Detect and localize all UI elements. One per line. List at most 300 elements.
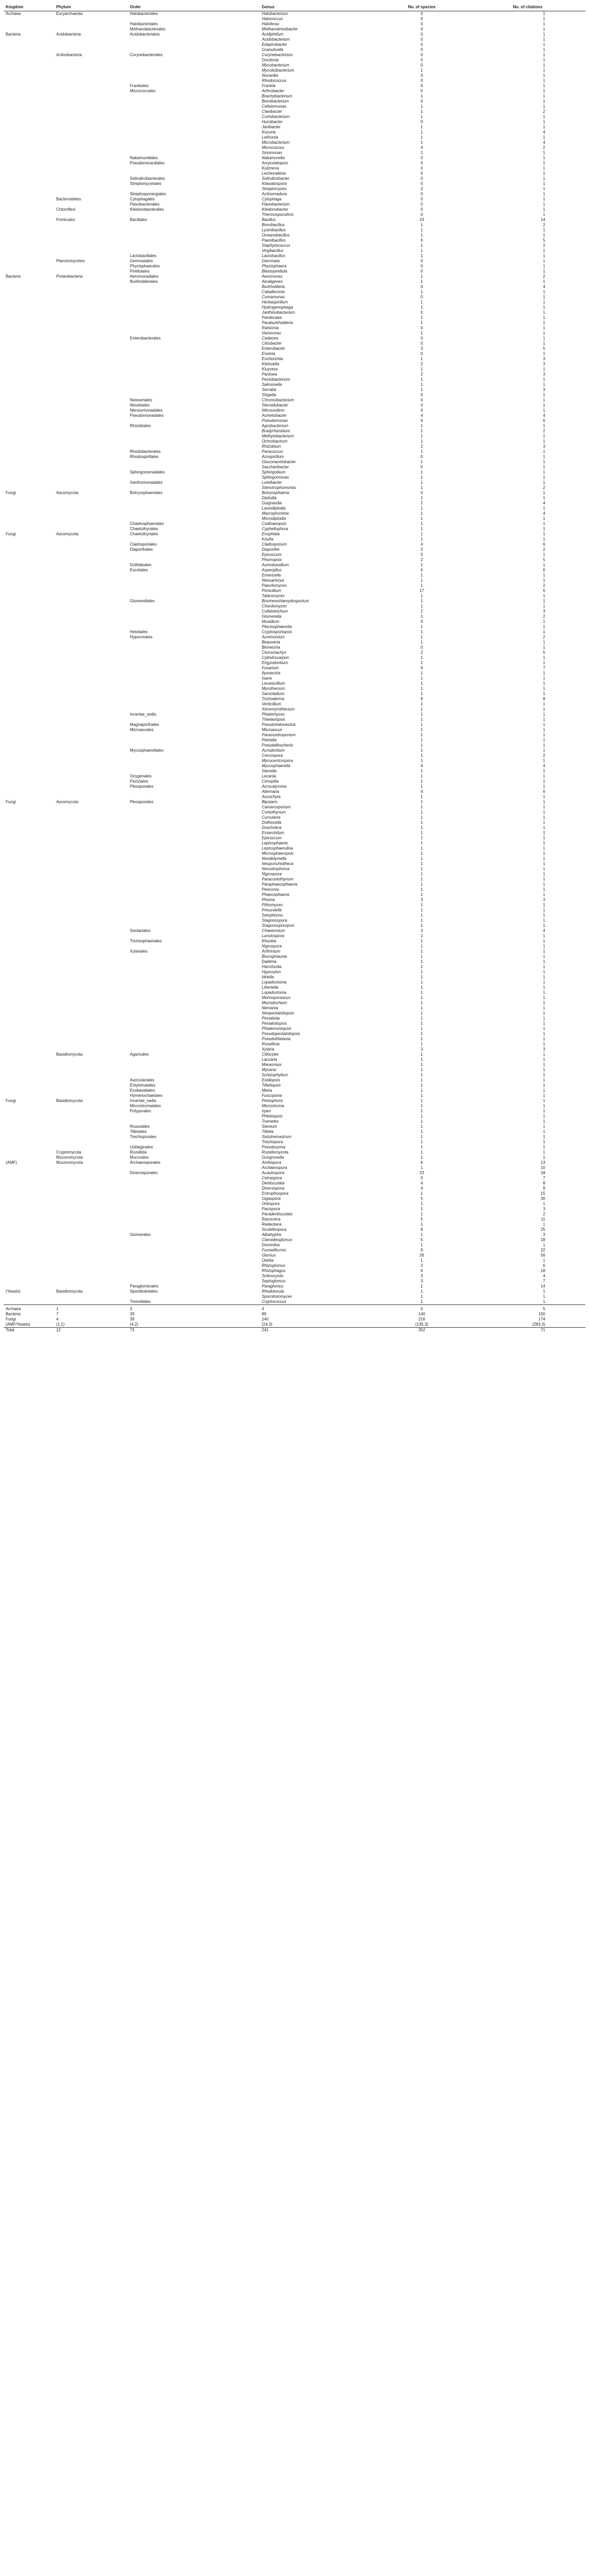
table-row — [4, 310, 585, 315]
species-count-cell: 1 — [420, 279, 423, 284]
phylum-cell — [54, 1186, 128, 1191]
phylum-cell — [54, 964, 128, 970]
citation-count-cell: 1 — [543, 408, 545, 413]
phylum-cell — [54, 1258, 128, 1263]
phylum-cell — [54, 1232, 128, 1238]
kingdom-cell — [4, 413, 54, 418]
table-row — [4, 156, 585, 161]
order-cell: Sordariales — [130, 928, 150, 933]
phylum-cell — [54, 1145, 128, 1150]
citation-count-cell: 1 — [543, 1073, 545, 1077]
genus-cell: Scutellospora — [262, 1227, 287, 1232]
table-row — [4, 975, 585, 980]
genus-cell: Exophiala — [262, 532, 280, 536]
species-count-cell: 1 — [420, 892, 423, 897]
kingdom-cell — [4, 588, 54, 594]
species-count-cell: 0 — [420, 99, 423, 104]
table-row — [4, 1279, 585, 1284]
kingdom-cell — [4, 1294, 54, 1299]
citation-count-cell: 1 — [543, 727, 545, 732]
genus-cell: Sinomonas — [262, 150, 282, 155]
kingdom-cell — [4, 429, 54, 434]
citation-count-cell: 1 — [543, 640, 545, 645]
table-row — [4, 284, 585, 290]
order-cell — [128, 944, 260, 949]
citation-count-cell: 3 — [543, 1232, 545, 1237]
species-count-cell: 1 — [420, 779, 423, 784]
citation-count-cell: 1 — [543, 259, 545, 263]
phylum-cell — [54, 413, 128, 418]
phylum-cell — [54, 542, 128, 547]
species-count-cell: 1 — [420, 1207, 423, 1211]
kingdom-cell: Total — [4, 1328, 54, 1333]
citation-count-cell: 1 — [543, 228, 545, 232]
phylum-cell — [54, 686, 128, 691]
phylum-cell — [54, 377, 128, 382]
genus-cell: Stenotrophomonas — [262, 485, 296, 490]
table-row — [4, 1248, 585, 1253]
table-row — [4, 1124, 585, 1129]
order-cell — [128, 954, 260, 959]
kingdom-cell — [4, 810, 54, 815]
table-row — [4, 377, 585, 382]
genus-cell: Klebsiella — [262, 362, 279, 366]
table-row — [4, 398, 585, 403]
order-cell: Streptomycetales — [130, 181, 161, 186]
order-cell — [128, 1294, 260, 1299]
species-count-cell: 1 — [420, 702, 423, 706]
kingdom-cell — [4, 434, 54, 439]
kingdom-cell — [4, 738, 54, 743]
table-row — [4, 800, 585, 805]
table-row — [4, 882, 585, 887]
genus-cell: Trametes — [262, 1119, 279, 1124]
citation-count-cell: 8 — [543, 697, 545, 701]
species-count-cell: 9 — [420, 1248, 423, 1252]
table-row — [4, 1263, 585, 1268]
phylum-cell — [54, 1114, 128, 1119]
order-cell — [128, 846, 260, 851]
order-cell — [128, 429, 260, 434]
table-row — [4, 831, 585, 836]
summary-row — [4, 1328, 585, 1333]
citation-count-cell: 2 — [543, 614, 545, 619]
genus-cell: Cedecea — [262, 336, 278, 341]
kingdom-cell — [4, 542, 54, 547]
genus-cell: Bradyrhizobium — [262, 429, 290, 433]
phylum-cell — [54, 279, 128, 284]
genus-cell: Gemmata — [262, 259, 280, 263]
order-cell: Micrococcales — [130, 89, 156, 93]
genus-cell: Acrodontium — [262, 748, 285, 753]
phylum-cell — [54, 588, 128, 594]
species-count-cell: 1 — [420, 470, 423, 474]
table-body — [4, 11, 585, 1305]
phylum-cell — [54, 722, 128, 727]
phylum-cell — [54, 192, 128, 197]
genus-cell: Mycocentrospora — [262, 758, 293, 763]
table-row — [4, 367, 585, 372]
order-cell: Exobasidiales — [130, 1088, 155, 1093]
genus-cell: Claroideoglomus — [262, 1238, 293, 1242]
citation-count-cell: 1 — [543, 207, 545, 212]
kingdom-cell — [4, 779, 54, 784]
citation-count-cell: 7 — [543, 1176, 545, 1180]
order-cell — [128, 887, 260, 892]
order-cell — [128, 1042, 260, 1047]
table-row — [4, 480, 585, 485]
summary-row — [4, 1317, 585, 1322]
kingdom-cell — [4, 897, 54, 903]
genus-cell: Paradentiscutata — [262, 1212, 293, 1216]
citation-count-cell: 1 — [543, 619, 545, 624]
table-row — [4, 660, 585, 666]
genus-cell: Pectobacterium — [262, 377, 290, 382]
table-row — [4, 825, 585, 831]
kingdom-cell — [4, 16, 54, 22]
citation-count-cell: 5 — [543, 238, 545, 243]
order-cell — [128, 903, 260, 908]
table-row — [4, 223, 585, 228]
order-cell: Enterobacterales — [130, 336, 161, 341]
genus-cell: Kutzneria — [262, 166, 279, 171]
kingdom-cell — [4, 599, 54, 604]
kingdom-cell — [4, 980, 54, 985]
table-row — [4, 114, 585, 120]
table-row — [4, 908, 585, 913]
phylum-cell: Bacteroidetes — [56, 197, 81, 201]
order-cell — [128, 506, 260, 511]
phylum-cell — [54, 702, 128, 707]
phylum-cell — [54, 691, 128, 697]
citation-count-cell: 1 — [543, 42, 545, 47]
order-cell — [128, 594, 260, 599]
order-cell — [128, 1253, 260, 1258]
citation-count-cell: 1 — [543, 1124, 545, 1129]
table-row — [4, 130, 585, 135]
kingdom-cell — [4, 1042, 54, 1047]
order-cell — [128, 248, 260, 253]
species-count-cell: 1 — [420, 959, 423, 964]
phylum-cell — [54, 73, 128, 78]
order-cell: Nevskiales — [130, 403, 150, 408]
kingdom-cell: Bacteria — [6, 274, 21, 279]
citation-count-cell: 1 — [543, 315, 545, 320]
kingdom-cell — [4, 1047, 54, 1052]
citation-count-cell: 174 — [538, 1317, 545, 1321]
kingdom-cell: Fungi — [6, 1317, 16, 1321]
kingdom-cell — [4, 248, 54, 253]
species-count-cell: 1 — [420, 599, 423, 603]
phylum-cell — [54, 47, 128, 53]
phylum-cell — [54, 727, 128, 733]
table-row — [4, 274, 585, 279]
order-cell — [128, 393, 260, 398]
species-count-cell: 1 — [420, 516, 423, 521]
citation-count-cell: 1 — [543, 1289, 545, 1294]
genus-cell: Caballeronia — [262, 290, 285, 294]
genus-cell: Microascus — [262, 727, 282, 732]
phylum-cell — [54, 475, 128, 480]
order-cell — [128, 588, 260, 594]
table-row — [4, 666, 585, 671]
citation-count-cell: 1 — [543, 836, 545, 840]
citation-count-cell: 1 — [543, 192, 545, 196]
table-row — [4, 120, 585, 125]
phylum-cell — [54, 315, 128, 320]
species-count-cell: 1 — [420, 387, 423, 392]
order-cell — [128, 1057, 260, 1062]
order-cell: Pseudonocardiales — [130, 161, 165, 165]
kingdom-cell — [4, 676, 54, 681]
kingdom-cell — [4, 83, 54, 89]
genus-cell: Pseudohalonectria — [262, 722, 296, 727]
genus-cell: Corynebacterium — [262, 53, 293, 57]
table-row — [4, 1207, 585, 1212]
table-row — [4, 527, 585, 532]
kingdom-cell — [4, 985, 54, 990]
genus-cell: Laccaria — [262, 1057, 277, 1062]
phylum-cell — [54, 439, 128, 444]
kingdom-cell — [4, 1104, 54, 1109]
table-row — [4, 1052, 585, 1057]
genus-cell: Gluconacetobacter — [262, 460, 296, 464]
table-row — [4, 1268, 585, 1274]
phylum-cell — [54, 980, 128, 985]
order-cell — [128, 212, 260, 217]
table-row — [4, 867, 585, 872]
header-kingdom: Kingdom — [4, 3, 54, 11]
genus-cell: Biscogniauxia — [262, 954, 287, 959]
genus-cell: Leptosphaeria — [262, 841, 288, 845]
order-cell — [128, 681, 260, 686]
order-cell — [128, 387, 260, 393]
table-row — [4, 475, 585, 480]
order-cell: Sporidiobolales — [130, 1289, 158, 1294]
table-row — [4, 336, 585, 341]
kingdom-cell — [4, 831, 54, 836]
species-count-cell: 0 — [420, 58, 423, 62]
order-cell — [128, 1201, 260, 1207]
kingdom-cell — [4, 496, 54, 501]
citation-count-cell: 1 — [543, 1083, 545, 1088]
kingdom-cell — [4, 964, 54, 970]
kingdom-cell — [4, 284, 54, 290]
order-cell — [128, 1217, 260, 1222]
species-count-cell: 1 — [420, 439, 423, 444]
order-cell: Incertae_sedis — [130, 712, 157, 717]
kingdom-cell — [4, 341, 54, 346]
phylum-cell — [54, 269, 128, 274]
table-row — [4, 630, 585, 635]
table-row — [4, 702, 585, 707]
phylum-cell — [54, 1284, 128, 1289]
phylum-cell — [54, 789, 128, 794]
table-row — [4, 1181, 585, 1186]
species-count-cell: 1 — [420, 954, 423, 959]
phylum-cell — [54, 583, 128, 588]
citation-count-cell: 1 — [543, 1129, 545, 1134]
species-count-cell: 1 — [420, 743, 423, 748]
kingdom-cell — [4, 264, 54, 269]
citation-count-cell: 1 — [543, 980, 545, 985]
table-row — [4, 769, 585, 774]
species-count-cell: 1 — [420, 1145, 423, 1149]
species-count-cell: 1 — [420, 434, 423, 438]
citation-count-cell: 25 — [541, 1227, 545, 1232]
species-count-cell: 4 — [420, 764, 423, 768]
genus-cell: Hansfordia — [262, 964, 282, 969]
species-count-cell: 1 — [420, 722, 423, 727]
species-count-cell: 1 — [420, 1191, 423, 1196]
kingdom-cell — [4, 774, 54, 779]
table-row — [4, 681, 585, 686]
genus-cell: Plectosphaerella — [262, 624, 292, 629]
genus-cell: Exserohilum — [262, 831, 284, 835]
kingdom-cell — [4, 253, 54, 259]
genus-cell: 4 — [260, 1305, 374, 1312]
genus-cell: Lysinibacillus — [262, 228, 286, 232]
species-count-cell: 1 — [420, 1124, 423, 1129]
kingdom-cell — [4, 789, 54, 794]
order-cell — [128, 758, 260, 764]
order-cell — [128, 485, 260, 490]
phylum-cell — [54, 521, 128, 527]
order-cell: Polyporales — [130, 1109, 152, 1113]
genus-cell: Brevibacterium — [262, 99, 289, 104]
phylum-cell — [54, 295, 128, 300]
table-row — [4, 990, 585, 995]
order-cell: Entylomatales — [130, 1083, 156, 1088]
species-count-cell: 1 — [420, 918, 423, 923]
genus-cell: Microdochium — [262, 1001, 288, 1005]
citation-count-cell: 1 — [543, 691, 545, 696]
genus-cell: Aeromonas — [262, 274, 283, 279]
phylum-cell — [54, 1134, 128, 1140]
genus-cell: Curtobacterium — [262, 114, 290, 119]
species-count-cell: 0 — [420, 120, 423, 124]
genus-cell: Paraphaeosphaeria — [262, 882, 297, 887]
citation-count-cell: 4 — [543, 511, 545, 516]
species-count-cell: 1 — [420, 805, 423, 809]
citation-count-cell: 1 — [543, 341, 545, 346]
citation-count-cell: 1 — [543, 37, 545, 42]
table-row — [4, 624, 585, 630]
species-count-cell: 1 — [420, 815, 423, 820]
genus-cell: Steroidobacter — [262, 403, 289, 408]
genus-cell: Solirubrobacter — [262, 176, 290, 181]
phylum-cell — [54, 1047, 128, 1052]
order-cell: Xylariales — [130, 949, 148, 954]
table-row — [4, 264, 585, 269]
genus-cell: Ochrobactrum — [262, 439, 288, 444]
phylum-cell — [54, 496, 128, 501]
table-row — [4, 784, 585, 789]
genus-cell: Nitrosovibrio — [262, 408, 284, 413]
table-row — [4, 774, 585, 779]
citation-count-cell: 1 — [543, 135, 545, 140]
species-count-cell: 1 — [420, 135, 423, 140]
table-row — [4, 73, 585, 78]
table-row — [4, 810, 585, 815]
citation-count-cell: 1 — [543, 279, 545, 284]
citation-count-cell: 1 — [543, 676, 545, 681]
species-count-cell: 0 — [420, 78, 423, 83]
genus-cell: Periconia — [262, 887, 279, 892]
order-cell — [128, 995, 260, 1001]
order-cell: Xanthomonadales — [130, 480, 163, 485]
phylum-cell — [54, 846, 128, 851]
kingdom-cell — [4, 1186, 54, 1191]
phylum-cell — [54, 903, 128, 908]
genus-cell: Marasmius — [262, 1062, 282, 1067]
order-cell — [128, 980, 260, 985]
order-cell — [128, 310, 260, 315]
order-cell — [128, 851, 260, 856]
phylum-cell — [54, 511, 128, 516]
citation-count-cell: 3 — [543, 897, 545, 902]
citation-count-cell: 1 — [543, 527, 545, 531]
order-cell: Rhodospirillales — [130, 454, 159, 459]
phylum-cell — [54, 758, 128, 764]
species-count-cell: 1 — [420, 1031, 423, 1036]
genus-cell: Rozellomycota — [262, 1150, 289, 1155]
phylum-cell — [54, 784, 128, 789]
genus-cell: Pacispora — [262, 1207, 280, 1211]
order-cell — [128, 305, 260, 310]
species-count-cell: 0 — [420, 42, 423, 47]
genus-cell: Halobacterium — [262, 11, 288, 16]
table-row — [4, 722, 585, 727]
species-count-cell: 1 — [420, 686, 423, 691]
species-count-cell: 1 — [420, 635, 423, 639]
order-cell — [128, 1140, 260, 1145]
species-count-cell: 6 — [420, 1268, 423, 1273]
genus-cell: Humibacter — [262, 120, 283, 124]
citation-count-cell: 1 — [543, 949, 545, 954]
kingdom-cell — [4, 1052, 54, 1057]
phylum-cell — [54, 975, 128, 980]
genus-cell: Saccharibacter — [262, 465, 289, 469]
citation-count-cell: 1 — [543, 449, 545, 454]
kingdom-cell — [4, 1217, 54, 1222]
phylum-cell — [54, 990, 128, 995]
order-cell — [128, 707, 260, 712]
table-row — [4, 11, 585, 17]
table-row — [4, 645, 585, 650]
genus-cell: Actinomadura — [262, 192, 287, 196]
citation-count-cell: 8 — [543, 1181, 545, 1185]
species-count-cell: 1 — [420, 660, 423, 665]
order-cell: Neisseriales — [130, 398, 152, 402]
species-count-cell: 1 — [420, 970, 423, 974]
phylum-cell — [54, 841, 128, 846]
order-cell — [128, 1047, 260, 1052]
order-cell — [128, 233, 260, 238]
kingdom-cell — [4, 727, 54, 733]
kingdom-cell — [4, 671, 54, 676]
order-cell — [128, 357, 260, 362]
citation-count-cell: 1 — [543, 47, 545, 52]
phylum-cell: (1,1) — [56, 1322, 65, 1327]
citation-count-cell: 4 — [543, 501, 545, 505]
order-cell — [128, 985, 260, 990]
genus-cell: Herbaspirillum — [262, 300, 288, 304]
species-count-cell: 1 — [420, 1119, 423, 1124]
citation-count-cell: 1 — [543, 326, 545, 330]
citation-count-cell: 6 — [543, 1263, 545, 1268]
citation-count-cell: 1 — [543, 856, 545, 861]
